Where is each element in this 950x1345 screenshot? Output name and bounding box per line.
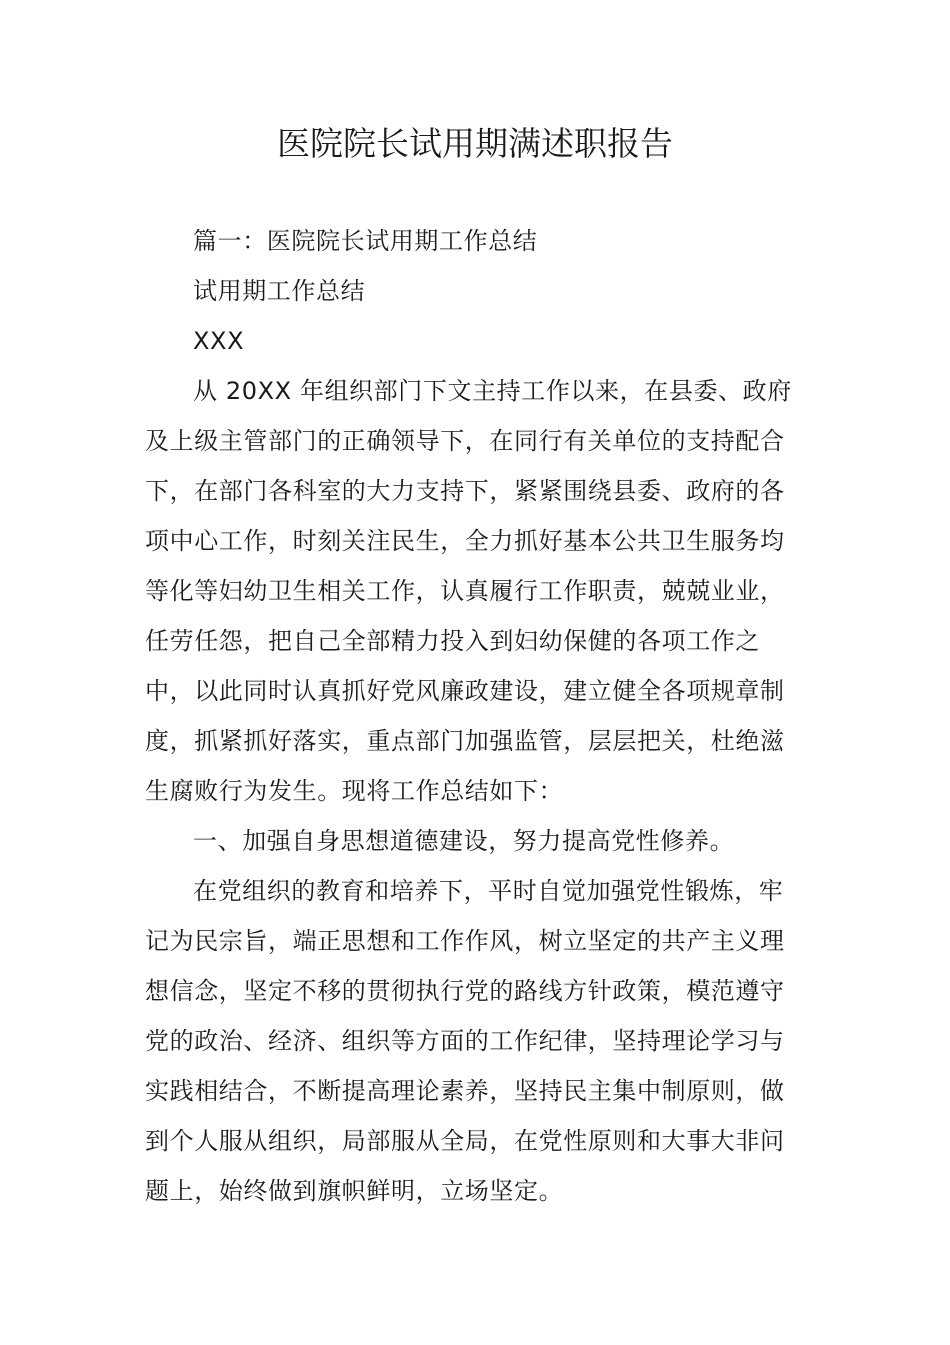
paragraph-line: 及上级主管部门的正确领导下，在同行有关单位的支持配合 [145,427,785,455]
paragraph-line: 到个人服从组织，局部服从全局，在党性原则和大事大非问 [145,1127,785,1155]
paragraph-line: 党的政治、经济、组织等方面的工作纪律，坚持理论学习与 [145,1027,785,1055]
section-heading: 一、加强自身思想道德建设，努力提高党性修养。 [193,827,735,855]
paragraph-line: 度，抓紧抓好落实，重点部门加强监管，层层把关，杜绝滋 [145,727,785,755]
paragraph-line: 等化等妇幼卫生相关工作，认真履行工作职责，兢兢业业， [145,577,785,605]
paragraph-line: 生腐败行为发生。现将工作总结如下： [145,777,564,805]
paragraph-line: 中，以此同时认真抓好党风廉政建设，建立健全各项规章制 [145,677,785,705]
document-title: 医院院长试用期满述职报告 [277,124,673,163]
subtitle: 试用期工作总结 [193,277,366,305]
paragraph-line: 在党组织的教育和培养下，平时自觉加强党性锻炼，牢 [193,877,784,905]
section-heading: 篇一：医院院长试用期工作总结 [193,227,538,255]
paragraph-line: 题上，始终做到旗帜鲜明，立场坚定。 [145,1177,564,1205]
author-name: XXX [193,327,245,355]
paragraph-line: 任劳任怨，把自己全部精力投入到妇幼保健的各项工作之 [145,627,760,655]
paragraph-line: 项中心工作，时刻关注民生，全力抓好基本公共卫生服务均 [145,527,785,555]
paragraph-line: 实践相结合，不断提高理论素养，坚持民主集中制原则，做 [145,1077,785,1105]
paragraph-line: 记为民宗旨，端正思想和工作作风，树立坚定的共产主义理 [145,927,785,955]
paragraph-line: 想信念，坚定不移的贯彻执行党的路线方针政策，模范遵守 [145,977,785,1005]
paragraph-line: 从 20XX 年组织部门下文主持工作以来，在县委、政府 [193,377,792,405]
paragraph-line: 下，在部门各科室的大力支持下，紧紧围绕县委、政府的各 [145,477,785,505]
